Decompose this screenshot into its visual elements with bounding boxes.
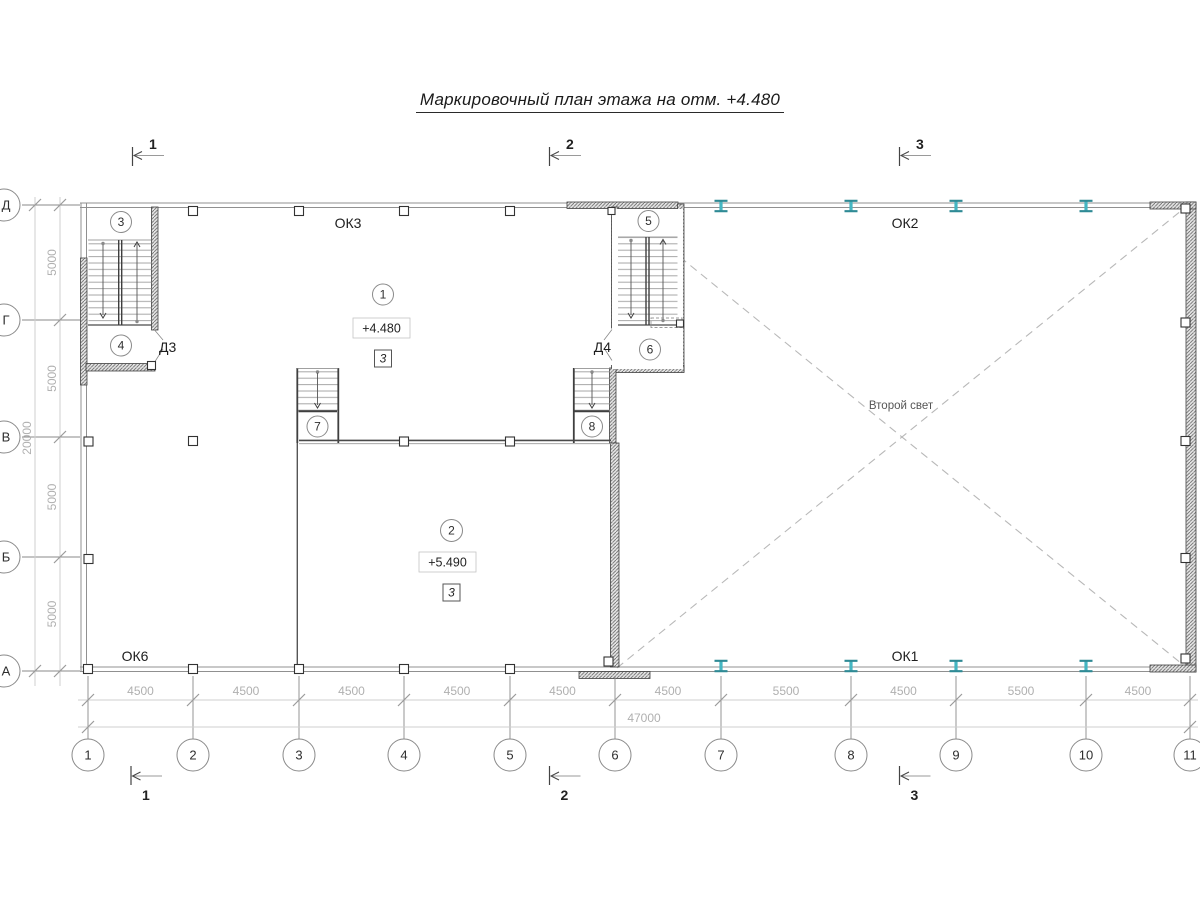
dim-left: 5000 (45, 600, 59, 628)
svg-text:3: 3 (117, 215, 125, 230)
elevation-hall2: +5.490 (428, 555, 467, 570)
svg-text:А: А (1, 663, 11, 679)
stair-treads (89, 240, 152, 325)
svg-text:7: 7 (717, 747, 725, 763)
axis-bubble (0, 304, 20, 336)
axis-bubble (283, 739, 315, 771)
dim-bottom: 4500 (890, 684, 917, 698)
drawing-title-text: Маркировочный план этажа на отм. +4.480 (416, 90, 784, 113)
steel-column-icon (1080, 201, 1093, 211)
section-mark-3-bottom (900, 766, 931, 803)
dim-bottom: 4500 (1124, 684, 1152, 698)
axis-bubble (0, 421, 20, 453)
steel-column-icon (845, 201, 858, 211)
room-marker (373, 284, 394, 305)
axis-bubble (0, 541, 20, 573)
svg-text:10: 10 (1078, 747, 1094, 763)
svg-text:5: 5 (506, 747, 514, 763)
section-mark-1-top (133, 136, 165, 166)
left-dimensions (20, 197, 80, 686)
svg-text:1: 1 (84, 747, 92, 763)
stair-treads (618, 237, 678, 325)
svg-text:2: 2 (448, 523, 455, 538)
tag-hall2: 3 (448, 585, 455, 600)
dim-bottom: 4500 (127, 684, 154, 698)
void-label: Второй свет (868, 400, 934, 412)
bottom-dimensions (78, 676, 1198, 739)
svg-text:6: 6 (646, 342, 654, 357)
dim-bottom: 4500 (654, 684, 682, 698)
section-mark-1-bottom (131, 766, 162, 803)
room-marker (640, 339, 661, 360)
steel-column-icon (715, 201, 728, 211)
room-marker (638, 211, 659, 232)
svg-text:3: 3 (295, 747, 303, 763)
axis-bubble (705, 739, 737, 771)
svg-text:3: 3 (916, 136, 924, 152)
svg-text:7: 7 (314, 419, 321, 434)
svg-text:Б: Б (1, 549, 11, 565)
dim-bottom: 4500 (443, 684, 471, 698)
tag-hall1: 3 (379, 351, 387, 366)
elevation-marks (353, 318, 476, 601)
svg-text:8: 8 (847, 747, 855, 763)
dim-left: 5000 (45, 483, 59, 511)
section-mark-2-top (550, 136, 582, 166)
room-marker (111, 212, 132, 233)
wall-label-ok1: ОК1 (891, 648, 919, 664)
steel-column-icon (845, 661, 858, 671)
axis-bubble (940, 739, 972, 771)
room-marker (582, 416, 603, 437)
left-axis-bubbles (0, 189, 20, 687)
steel-column-icon (950, 661, 963, 671)
axis-bubble (599, 739, 631, 771)
svg-text:5: 5 (645, 214, 652, 229)
door-label-d3: Д3 (159, 339, 177, 355)
hall2-right-wall (611, 443, 620, 667)
axis-bubble (835, 739, 867, 771)
svg-text:4: 4 (400, 747, 408, 763)
dim-left: 5000 (45, 365, 59, 392)
elevation-hall1: +4.480 (362, 321, 401, 336)
svg-text:2: 2 (566, 136, 574, 152)
dim-bottom: 5500 (1007, 684, 1035, 698)
axis-bubble (177, 739, 209, 771)
axis-bubble (1070, 739, 1102, 771)
axis-bubble (494, 739, 526, 771)
dim-bottom: 4500 (338, 684, 365, 698)
svg-text:2: 2 (560, 787, 569, 803)
svg-text:6: 6 (611, 747, 619, 763)
svg-text:3: 3 (910, 787, 919, 803)
wall-label-ok2: ОК2 (891, 215, 919, 231)
free-column (189, 437, 198, 446)
svg-text:9: 9 (952, 747, 960, 763)
dim-bottom: 4500 (549, 684, 576, 698)
section-mark-3-top (900, 136, 932, 166)
wall-label-ok3: ОК3 (334, 215, 362, 231)
svg-text:2: 2 (189, 747, 197, 763)
svg-text:4: 4 (117, 338, 125, 353)
dim-bottom-total: 47000 (627, 711, 661, 725)
section-mark-2-bottom (550, 766, 581, 803)
void-cross (617, 206, 1187, 668)
svg-text:11: 11 (1183, 747, 1197, 763)
dim-left-total: 20000 (20, 421, 34, 455)
axis-bubble (1174, 739, 1200, 771)
room-marker (111, 335, 132, 356)
room-marker (441, 520, 463, 542)
dim-bottom: 4500 (232, 684, 260, 698)
text-labels (122, 215, 934, 664)
bottom-axis-bubbles (72, 739, 1200, 771)
section-marks (131, 136, 931, 803)
dim-left: 5000 (45, 249, 59, 276)
axis-bubble (0, 655, 20, 687)
svg-text:1: 1 (379, 287, 387, 302)
svg-text:8: 8 (588, 419, 596, 434)
wall-label-ok6: ОК6 (121, 648, 149, 664)
axis-bubble (72, 739, 104, 771)
svg-text:Г: Г (2, 312, 10, 328)
steel-column-icon (950, 201, 963, 211)
svg-text:В: В (1, 429, 11, 445)
door-label-d4: Д4 (593, 339, 611, 355)
steel-column-icon (715, 661, 728, 671)
room-marker (307, 416, 328, 437)
steel-column-icon (1080, 661, 1093, 671)
svg-text:1: 1 (149, 136, 157, 152)
svg-text:Д: Д (1, 197, 11, 213)
svg-text:1: 1 (142, 787, 150, 803)
axis-bubble (0, 189, 20, 221)
dim-bottom: 5500 (772, 684, 800, 698)
axis-bubble (388, 739, 420, 771)
